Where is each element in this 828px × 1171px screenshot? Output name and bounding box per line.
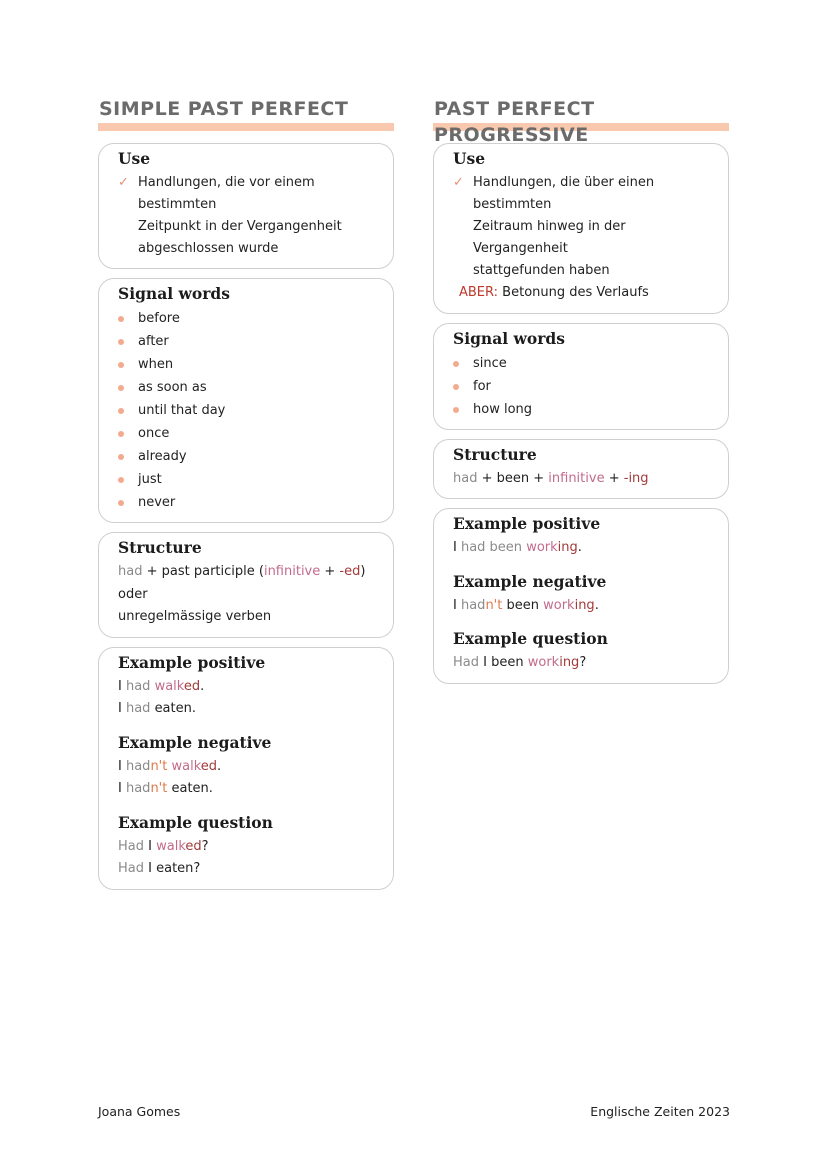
example-sentence: Had I eaten? (118, 861, 201, 876)
list-item: until that day (118, 399, 375, 422)
example-sentence: I hadn't been working. (453, 597, 599, 613)
title-underline (98, 123, 394, 131)
examples-card (433, 508, 729, 684)
list-item: when (118, 353, 375, 376)
bullet-icon (118, 376, 138, 399)
aber-note: ABER: Betonung des Verlaufs (459, 285, 649, 300)
bullet-icon (453, 375, 473, 398)
footer-document-title: Englische Zeiten 2023 (590, 1104, 730, 1119)
check-icon: ✓ (453, 175, 464, 190)
card-heading: Structure (453, 444, 537, 464)
example-sentence: I hadn't walked. (118, 758, 222, 774)
card-heading: Example negative (453, 571, 607, 591)
column-title: SIMPLE PAST PERFECT (99, 98, 349, 120)
column-title: PAST PERFECT PROGRESSIVE (434, 98, 595, 146)
examples-card (98, 647, 394, 890)
card-heading: Signal words (453, 328, 565, 348)
card-heading: Example positive (118, 652, 266, 672)
bullet-icon (118, 422, 138, 445)
structure-formula: had + past participle (infinitive + -ed) (118, 564, 366, 579)
bullet-icon (118, 330, 138, 353)
list-item: once (118, 422, 375, 445)
example-sentence: Had I been working? (453, 655, 587, 670)
bullet-icon (118, 399, 138, 422)
list-item: after (118, 330, 375, 353)
footer-author: Joana Gomes (98, 1104, 181, 1119)
bullet-icon (118, 353, 138, 376)
example-sentence: I had eaten. (118, 701, 196, 716)
bullet-icon (453, 352, 473, 375)
list-item: since (453, 352, 710, 375)
card-heading: Example negative (118, 732, 272, 752)
card-heading: Structure (118, 538, 202, 557)
use-card (433, 143, 729, 314)
list-item: before (118, 307, 375, 330)
structure-line: oder (118, 586, 148, 602)
structure-line: unregelmässige verben (118, 609, 272, 624)
card-heading: Use (453, 149, 486, 168)
use-item: ✓ Handlungen, die vor einem bestimmten Zeitpunkt in der Vergangenheit abgeschlossen wurde (118, 172, 375, 260)
bullet-icon (118, 491, 138, 514)
card-heading: Example question (118, 812, 273, 832)
structure-card (433, 439, 729, 500)
example-sentence: I hadn't eaten. (118, 781, 213, 796)
list-item: already (118, 445, 375, 468)
list-item: just (118, 468, 375, 491)
structure-card (98, 532, 394, 638)
list-item: never (118, 491, 375, 514)
card-heading: Example positive (453, 514, 601, 533)
signal-words-card (433, 323, 729, 430)
card-heading: Example question (453, 629, 608, 648)
use-item: ✓ Handlungen, die über einen bestimmten Zeitraum hinweg in der Vergangenheit stattgefunden haben (453, 172, 710, 282)
bullet-icon (118, 468, 138, 491)
list-item: how long (453, 398, 710, 421)
signal-words-card (98, 278, 394, 523)
bullet-icon (453, 398, 473, 421)
example-sentence: I had been working. (453, 540, 582, 555)
past-perfect-progressive-column (433, 96, 729, 693)
bullet-icon (118, 445, 138, 468)
structure-formula: had + been + infinitive + -ing (453, 470, 649, 486)
example-sentence: I had walked. (118, 678, 205, 694)
check-icon: ✓ (118, 175, 129, 190)
card-heading: Signal words (118, 284, 230, 303)
use-card (98, 143, 394, 269)
card-heading: Use (118, 149, 151, 168)
bullet-icon (118, 307, 138, 330)
list-item: as soon as (118, 376, 375, 399)
example-sentence: Had I walked? (118, 838, 209, 854)
list-item: for (453, 375, 710, 398)
simple-past-perfect-column (98, 96, 394, 899)
